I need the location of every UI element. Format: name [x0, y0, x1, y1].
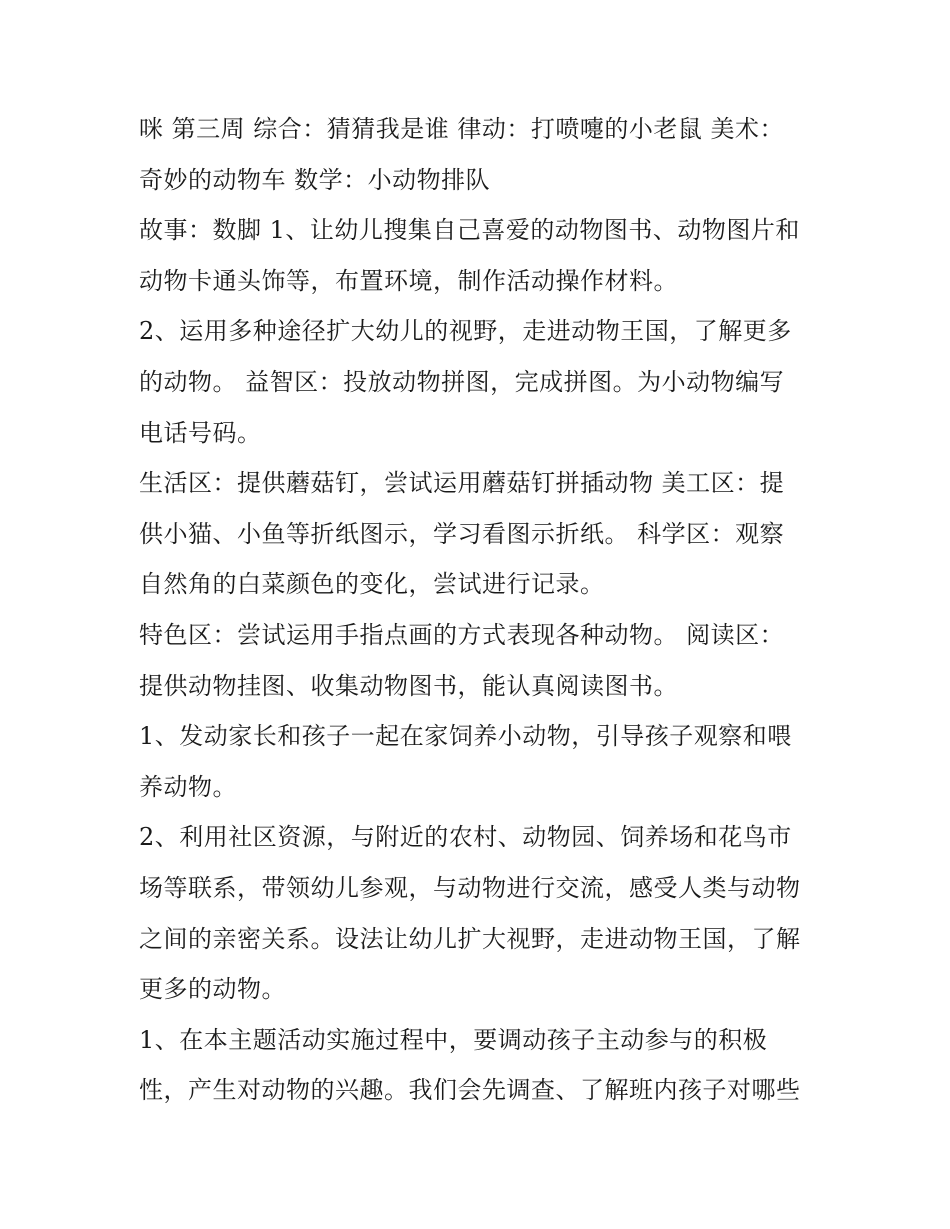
text-line: 2、利用社区资源，与附近的农村、动物园、饲养场和花鸟市 — [139, 823, 792, 852]
document-body — [139, 104, 819, 1116]
text-line: 生活区：提供蘑菇钉，尝试运用蘑菇钉拼插动物 美工区：提 — [139, 469, 785, 498]
text-line: 更多的动物。 — [139, 975, 286, 1004]
text-line: 特色区：尝试运用手指点画的方式表现各种动物。 阅读区： — [139, 620, 785, 649]
text-line: 提供动物挂图、收集动物图书，能认真阅读图书。 — [139, 671, 678, 700]
text-line: 动物卡通头饰等，布置环境，制作活动操作材料。 — [139, 266, 678, 295]
text-line: 养动物。 — [139, 772, 237, 801]
text-line: 之间的亲密关系。设法让幼儿扩大视野，走进动物王国，了解 — [139, 924, 801, 953]
text-line: 奇妙的动物车 数学：小动物排队 — [139, 165, 491, 194]
text-line: 性，产生对动物的兴趣。我们会先调查、了解班内孩子对哪些 — [139, 1076, 801, 1105]
text-line: 自然角的白菜颜色的变化，尝试进行记录。 — [139, 570, 605, 599]
text-line: 电话号码。 — [139, 418, 262, 447]
text-line: 供小猫、小鱼等折纸图示，学习看图示折纸。 科学区：观察 — [139, 519, 785, 548]
text-line: 咪 第三周 综合：猜猜我是谁 律动：打喷嚏的小老鼠 美术： — [139, 115, 785, 143]
text-line: 1、发动家长和孩子一起在家饲养小动物，引导孩子观察和喂 — [139, 722, 792, 751]
text-line: 的动物。 益智区：投放动物拼图，完成拼图。为小动物编写 — [139, 367, 785, 396]
text-line: 场等联系，带领幼儿参观，与动物进行交流，感受人类与动物 — [139, 873, 801, 902]
text-line: 故事：数脚 1、让幼儿搜集自己喜爱的动物图书、动物图片和 — [139, 216, 800, 245]
text-line: 1、在本主题活动实施过程中，要调动孩子主动参与的积极 — [139, 1025, 768, 1054]
text-line: 2、运用多种途径扩大幼儿的视野，走进动物王国，了解更多 — [139, 317, 792, 346]
